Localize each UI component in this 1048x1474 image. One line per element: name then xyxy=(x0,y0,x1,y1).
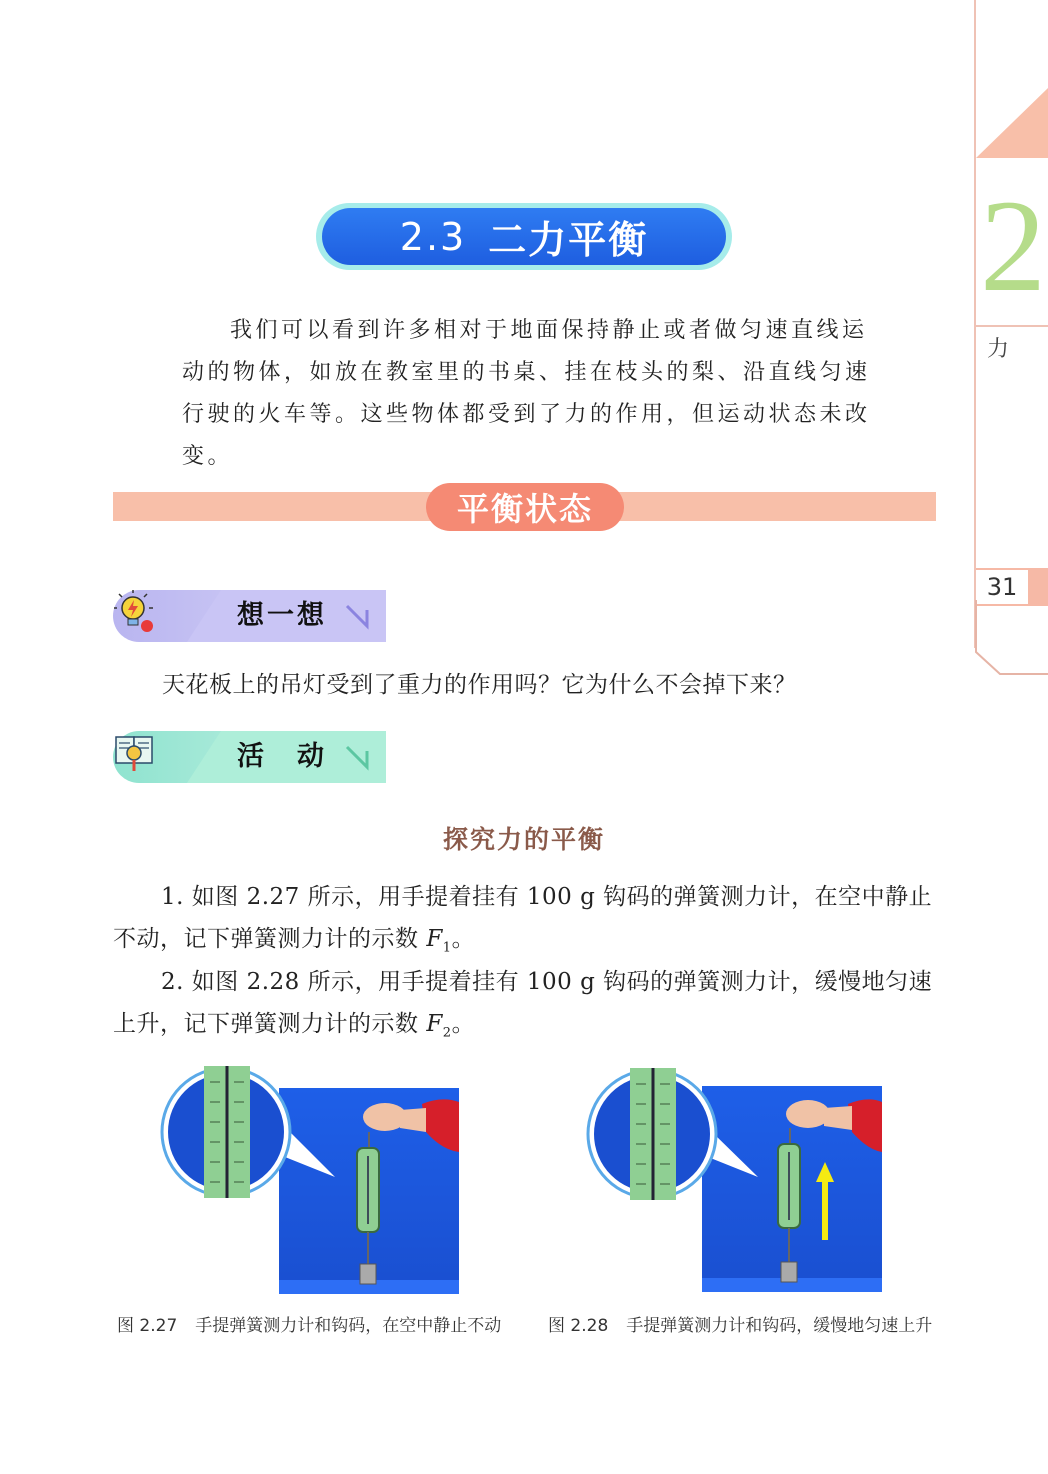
section-title-pill xyxy=(316,203,732,270)
think-question: 天花板上的吊灯受到了重力的作用吗？它为什么不会掉下来？ xyxy=(162,672,797,698)
chapter-corner-triangle xyxy=(976,88,1048,158)
step-2-subscript: 2 xyxy=(442,1025,452,1041)
side-rule xyxy=(976,325,1048,327)
subsection-title: 平衡状态 xyxy=(426,483,624,531)
figure-2-27-photo xyxy=(160,1052,462,1298)
activity-tag xyxy=(113,731,386,783)
figure-2-27-caption-text: 手提弹簧测力计和钩码，在空中静止不动 xyxy=(195,1316,502,1336)
step-1-subscript: 1 xyxy=(442,940,452,956)
section-title-text: 二力平衡 xyxy=(488,218,649,262)
figure-2-28-caption-text: 手提弹簧测力计和钩码，缓慢地匀速上升 xyxy=(626,1316,933,1336)
chapter-name: 力 xyxy=(987,337,1010,362)
figure-2-27-caption xyxy=(117,1311,501,1336)
step-2-variable: F xyxy=(426,1011,443,1037)
think-tag-label: 想一想 xyxy=(237,600,327,631)
intro-paragraph: 我们可以看到许多相对于地面保持静止或者做匀速直线运动的物体，如放在教室里的书桌、挂在枝头的梨、沿直线匀速行驶的火车等。这些物体都受到了力的作用，但运动状态未改变。 xyxy=(182,318,871,469)
step-1-variable: F xyxy=(426,926,443,952)
step-2-text: 2. 如图 2.28 所示，用手提着挂有 100 g 钩码的弹簧测力计，缓慢地匀速上升，记下弹簧测力计的示数 xyxy=(113,969,933,1037)
activity-step-1 xyxy=(113,876,936,970)
figure-2-28-photo xyxy=(582,1052,884,1298)
think-tag xyxy=(113,590,386,642)
book-magnifier-icon xyxy=(113,731,157,775)
activity-step-2 xyxy=(113,961,936,1055)
chapter-number: 2 xyxy=(980,172,1046,319)
figure-2-28-caption xyxy=(548,1311,932,1336)
section-title xyxy=(322,208,726,265)
figure-2-27-number: 图 2.27 xyxy=(117,1316,178,1336)
step-2-end: 。 xyxy=(451,1011,476,1037)
lightbulb-icon xyxy=(113,590,157,634)
page-number: 31 xyxy=(976,570,1028,604)
activity-tag-label: 活 动 xyxy=(237,741,327,772)
figure-2-28-number: 图 2.28 xyxy=(548,1316,609,1336)
side-bottom-frame xyxy=(974,600,1048,680)
section-number: 2.3 xyxy=(399,214,467,259)
step-1-end: 。 xyxy=(451,926,476,952)
activity-title: 探究力的平衡 xyxy=(442,825,605,854)
step-1-text: 1. 如图 2.27 所示，用手提着挂有 100 g 钩码的弹簧测力计，在空中静止不动，记下弹簧测力计的示数 xyxy=(113,884,933,952)
